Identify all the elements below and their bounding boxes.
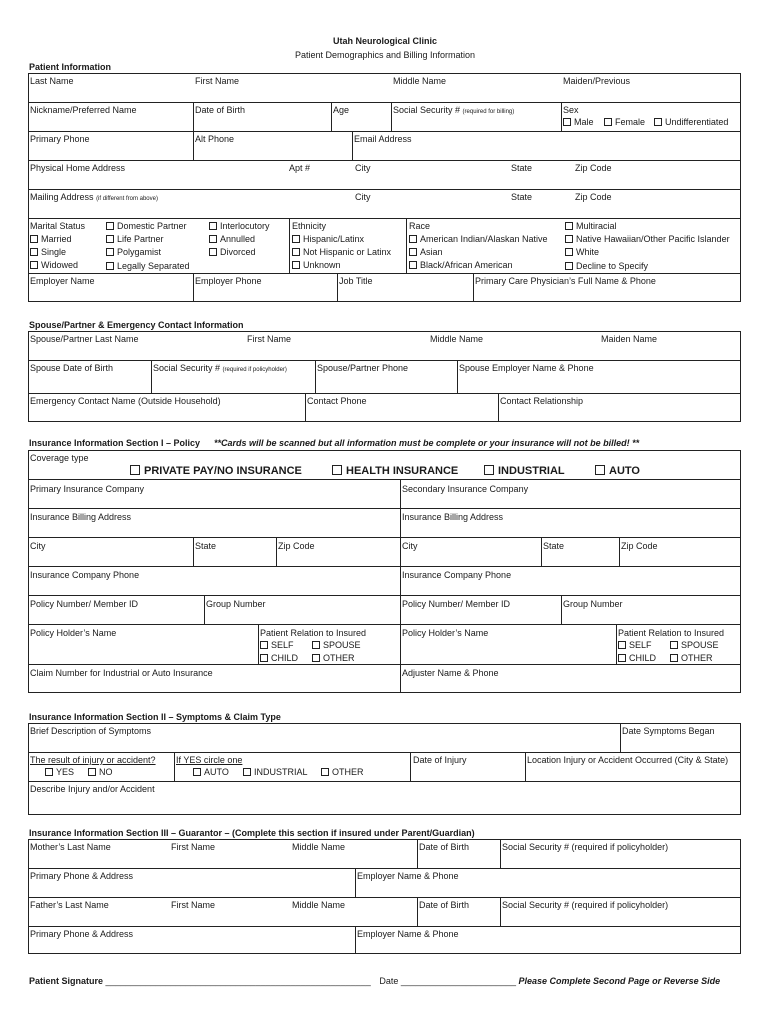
option-label: Native Hawaiian/Other Pacific Islander: [576, 234, 730, 244]
marital-divorced-checkbox[interactable]: [209, 247, 256, 257]
maiden-label: Maiden/Previous: [563, 76, 631, 86]
checkbox-icon: [292, 248, 300, 256]
option-label: Life Partner: [117, 234, 164, 244]
adjuster-label: Adjuster Name & Phone: [402, 668, 499, 678]
checkbox-icon: [409, 235, 417, 243]
checkbox-icon: [130, 465, 140, 475]
checkbox-icon: [409, 248, 417, 256]
if-yes-label: If YES circle one: [176, 755, 243, 765]
coverage-private-pay-checkbox[interactable]: [130, 465, 302, 477]
checkbox-icon: [106, 248, 114, 256]
option-label: OTHER: [681, 653, 713, 663]
mother-ssn-label: Social Security # (required if policyholder): [502, 842, 669, 852]
option-label: Unknown: [303, 260, 341, 270]
spouse-employer-label: Spouse Employer Name & Phone: [459, 363, 594, 373]
injury-yes-checkbox[interactable]: [45, 767, 74, 777]
signature-line[interactable]: _____________________________________________________: [105, 976, 371, 986]
ethnicity-hispanic-checkbox[interactable]: [292, 234, 364, 244]
option-label: Hispanic/Latinx: [303, 234, 365, 244]
secondary-company-phone-label: Insurance Company Phone: [402, 570, 512, 580]
primary-relation-label: Patient Relation to Insured: [260, 628, 367, 638]
date-symptoms-began-label: Date Symptoms Began: [622, 726, 715, 736]
marital-widowed-checkbox[interactable]: [30, 260, 78, 270]
note-text: **Cards will be scanned but all information must be complete or your insurance will not be billed! **: [214, 438, 640, 448]
checkbox-icon: [484, 465, 494, 475]
nickname-label: Nickname/Preferred Name: [30, 105, 137, 115]
primary-city-label: City: [30, 541, 46, 551]
marital-polygamist-checkbox[interactable]: [106, 247, 161, 257]
race-white-checkbox[interactable]: [565, 247, 599, 257]
injury-location-label: Location Injury or Accident Occurred (City & State): [527, 755, 729, 765]
claim-industrial-checkbox[interactable]: [243, 767, 308, 777]
marital-interlocutory-checkbox[interactable]: [209, 221, 270, 231]
spouse-dob-label: Spouse Date of Birth: [30, 363, 114, 373]
secondary-group-number-label: Group Number: [563, 599, 623, 609]
spouse-first-name-label: First Name: [247, 334, 292, 344]
option-label: SELF: [629, 640, 652, 650]
marital-separated-checkbox[interactable]: [106, 261, 190, 271]
race-decline-checkbox[interactable]: [565, 261, 648, 271]
insurance2-section-heading: Insurance Information Section II – Symptoms & Claim Type: [29, 712, 281, 722]
ssn-note: (required for billing): [462, 109, 515, 115]
primary-relation-other-checkbox[interactable]: [312, 653, 355, 663]
mother-dob-label: Date of Birth: [419, 842, 470, 852]
home-address-label: Physical Home Address: [30, 163, 126, 173]
checkbox-icon: [193, 768, 201, 776]
dob-label: Date of Birth: [195, 105, 246, 115]
option-label: SELF: [271, 640, 294, 650]
primary-relation-child-checkbox[interactable]: [260, 653, 298, 663]
option-label: Black/African American: [420, 260, 513, 270]
insurance3-section-heading: Insurance Information Section III – Guarantor – (Complete this section if insured under Parent/Guardian): [29, 828, 475, 838]
checkbox-icon: [30, 248, 38, 256]
checkbox-icon: [106, 235, 114, 243]
injury-no-checkbox[interactable]: [88, 767, 113, 777]
sex-undifferentiated-checkbox[interactable]: [654, 117, 728, 127]
sex-option-label: Undifferentiated: [665, 117, 729, 127]
checkbox-icon: [88, 768, 96, 776]
date-injury-label: Date of Injury: [413, 755, 467, 765]
spouse-info-box: [28, 331, 741, 422]
insurance-card-note: [214, 438, 639, 448]
sex-male-checkbox[interactable]: [563, 117, 594, 127]
mother-first-name-label: First Name: [171, 842, 216, 852]
mailing-zip-label: Zip Code: [575, 192, 612, 202]
checkbox-icon: [654, 118, 662, 126]
pcp-label: Primary Care Physician’s Full Name & Phone: [475, 276, 656, 286]
mother-last-name-label: Mother’s Last Name: [30, 842, 111, 852]
describe-injury-label: Describe Injury and/or Accident: [30, 784, 155, 794]
ssn-label: [393, 105, 514, 115]
option-label: Domestic Partner: [117, 221, 187, 231]
spouse-ssn-label: [153, 363, 287, 373]
primary-holder-name-label: Policy Holder’s Name: [30, 628, 117, 638]
primary-relation-spouse-checkbox[interactable]: [312, 640, 361, 650]
middle-name-label: Middle Name: [393, 76, 447, 86]
option-label: Multiracial: [576, 221, 617, 231]
home-city-label: City: [355, 163, 371, 173]
option-label: White: [576, 247, 600, 257]
marital-life-partner-checkbox[interactable]: [106, 234, 164, 244]
checkbox-icon: [321, 768, 329, 776]
mother-phone-address-label: Primary Phone & Address: [30, 871, 134, 881]
option-label: INDUSTRIAL: [498, 465, 565, 477]
checkbox-icon: [618, 641, 626, 649]
coverage-type-label: Coverage type: [30, 453, 89, 463]
race-label: Race: [409, 221, 431, 231]
race-black-checkbox[interactable]: [409, 260, 513, 270]
checkbox-icon: [209, 222, 217, 230]
checkbox-icon: [670, 654, 678, 662]
checkbox-icon: [106, 222, 114, 230]
secondary-relation-self-checkbox[interactable]: [618, 640, 652, 650]
option-label: Decline to Specify: [576, 261, 649, 271]
checkbox-icon: [565, 222, 573, 230]
coverage-industrial-checkbox[interactable]: [484, 465, 565, 477]
mother-employer-label: Employer Name & Phone: [357, 871, 459, 881]
secondary-policy-number-label: Policy Number/ Member ID: [402, 599, 511, 609]
checkbox-icon: [604, 118, 612, 126]
secondary-relation-label: Patient Relation to Insured: [618, 628, 725, 638]
secondary-holder-name-label: Policy Holder’s Name: [402, 628, 489, 638]
checkbox-icon: [312, 654, 320, 662]
mailing-text: Mailing Address: [30, 192, 94, 202]
option-label: Single: [41, 247, 67, 257]
checkbox-icon: [565, 248, 573, 256]
insurance2-box: [28, 723, 741, 815]
primary-zip-label: Zip Code: [278, 541, 315, 551]
secondary-billing-address-label: Insurance Billing Address: [402, 512, 504, 522]
spouse-section-heading: Spouse/Partner & Emergency Contact Information: [29, 320, 244, 330]
alt-phone-label: Alt Phone: [195, 134, 235, 144]
option-label: Interlocutory: [220, 221, 270, 231]
sex-label: Sex: [563, 105, 579, 115]
option-label: Married: [41, 234, 72, 244]
spouse-maiden-label: Maiden Name: [601, 334, 658, 344]
primary-phone-label: Primary Phone: [30, 134, 90, 144]
coverage-auto-checkbox[interactable]: [595, 465, 640, 477]
option-label: OTHER: [332, 767, 364, 777]
sex-female-checkbox[interactable]: [604, 117, 645, 127]
employer-name-label: Employer Name: [30, 276, 95, 286]
checkbox-icon: [563, 118, 571, 126]
option-label: Widowed: [41, 260, 79, 270]
secondary-company-label: Secondary Insurance Company: [402, 484, 529, 494]
secondary-zip-label: Zip Code: [621, 541, 658, 551]
primary-company-label: Primary Insurance Company: [30, 484, 145, 494]
spouse-phone-label: Spouse/Partner Phone: [317, 363, 409, 373]
clinic-title: Utah Neurological Clinic: [332, 36, 437, 46]
option-label: CHILD: [271, 653, 299, 663]
checkbox-icon: [409, 261, 417, 269]
marital-single-checkbox[interactable]: [30, 247, 66, 257]
mother-middle-name-label: Middle Name: [292, 842, 346, 852]
race-hawaiian-checkbox[interactable]: [565, 234, 730, 244]
marital-status-label: Marital Status: [30, 221, 86, 231]
ethnicity-unknown-checkbox[interactable]: [292, 260, 341, 270]
race-american-indian-checkbox[interactable]: [409, 234, 548, 244]
checkbox-icon: [260, 641, 268, 649]
secondary-city-label: City: [402, 541, 418, 551]
spouse-last-name-label: Spouse/Partner Last Name: [30, 334, 139, 344]
checkbox-icon: [260, 654, 268, 662]
date-line[interactable]: _______________________: [400, 976, 516, 986]
checkbox-icon: [243, 768, 251, 776]
checkbox-icon: [30, 261, 38, 269]
checkbox-icon: [595, 465, 605, 475]
ethnicity-not-hispanic-checkbox[interactable]: [292, 247, 391, 257]
patient-section-heading: Patient Information: [29, 62, 112, 72]
mailing-state-label: State: [511, 192, 533, 202]
sex-option-label: Male: [574, 117, 594, 127]
sex-option-label: Female: [615, 117, 646, 127]
option-label: Legally Separated: [117, 261, 190, 271]
claim-auto-checkbox[interactable]: [193, 767, 229, 777]
mailing-note: (if different from above): [96, 196, 158, 202]
contact-relationship-label: Contact Relationship: [500, 396, 584, 406]
father-first-name-label: First Name: [171, 900, 216, 910]
emergency-contact-label: Emergency Contact Name (Outside Household): [30, 396, 221, 406]
injury-question-label: The result of injury or accident?: [30, 755, 156, 765]
spouse-middle-name-label: Middle Name: [430, 334, 484, 344]
secondary-relation-child-checkbox[interactable]: [618, 653, 656, 663]
father-phone-address-label: Primary Phone & Address: [30, 929, 134, 939]
email-label: Email Address: [354, 134, 412, 144]
option-label: Polygamist: [117, 247, 162, 257]
checkbox-icon: [312, 641, 320, 649]
option-label: HEALTH INSURANCE: [346, 465, 459, 477]
form-subtitle: Patient Demographics and Billing Information: [294, 50, 476, 60]
option-label: American Indian/Alaskan Native: [420, 234, 548, 244]
date-label: Date: [379, 976, 399, 986]
race-multiracial-checkbox[interactable]: [565, 221, 617, 231]
symptoms-label: Brief Description of Symptoms: [30, 726, 152, 736]
primary-billing-address-label: Insurance Billing Address: [30, 512, 132, 522]
primary-relation-self-checkbox[interactable]: [260, 640, 294, 650]
claim-number-label: Claim Number for Industrial or Auto Insurance: [30, 668, 213, 678]
primary-policy-number-label: Policy Number/ Member ID: [30, 599, 139, 609]
checkbox-icon: [45, 768, 53, 776]
option-label: AUTO: [204, 767, 229, 777]
father-employer-label: Employer Name & Phone: [357, 929, 459, 939]
checkbox-icon: [106, 262, 114, 270]
option-label: AUTO: [609, 465, 640, 477]
checkbox-icon: [209, 248, 217, 256]
employer-phone-label: Employer Phone: [195, 276, 262, 286]
secondary-relation-spouse-checkbox[interactable]: [670, 640, 719, 650]
mailing-city-label: City: [355, 192, 371, 202]
option-label: OTHER: [323, 653, 355, 663]
option-label: Divorced: [220, 247, 256, 257]
primary-group-number-label: Group Number: [206, 599, 266, 609]
option-label: SPOUSE: [681, 640, 719, 650]
primary-state-label: State: [195, 541, 217, 551]
father-ssn-label: Social Security # (required if policyholder): [502, 900, 669, 910]
checkbox-icon: [292, 235, 300, 243]
checkbox-icon: [292, 261, 300, 269]
marital-annulled-checkbox[interactable]: [209, 234, 255, 244]
mailing-address-label: [30, 192, 158, 202]
option-label: YES: [56, 767, 75, 777]
home-zip-label: Zip Code: [575, 163, 612, 173]
secondary-relation-other-checkbox[interactable]: [670, 653, 713, 663]
checkbox-icon: [670, 641, 678, 649]
first-name-label: First Name: [195, 76, 240, 86]
age-label: Age: [333, 105, 350, 115]
option-label: CHILD: [629, 653, 657, 663]
coverage-health-checkbox[interactable]: [332, 465, 458, 477]
ethnicity-label: Ethnicity: [292, 221, 327, 231]
checkbox-icon: [30, 235, 38, 243]
checkbox-icon: [332, 465, 342, 475]
option-label: Annulled: [220, 234, 256, 244]
marital-domestic-checkbox[interactable]: [106, 221, 187, 231]
option-label: Not Hispanic or Latinx: [303, 247, 392, 257]
insurance1-section-heading: Insurance Information Section I – Policy: [29, 438, 201, 448]
marital-married-checkbox[interactable]: [30, 234, 72, 244]
checkbox-icon: [565, 262, 573, 270]
apt-label: Apt #: [289, 163, 311, 173]
option-label: NO: [99, 767, 113, 777]
secondary-state-label: State: [543, 541, 565, 551]
signature-row: [29, 976, 720, 986]
checkbox-icon: [565, 235, 573, 243]
ssn-note: (required if policyholder): [222, 367, 287, 373]
signature-label: Patient Signature: [29, 976, 104, 986]
primary-company-phone-label: Insurance Company Phone: [30, 570, 140, 580]
option-label: PRIVATE PAY/NO INSURANCE: [144, 465, 302, 477]
father-dob-label: Date of Birth: [419, 900, 470, 910]
checkbox-icon: [209, 235, 217, 243]
second-page-note: Please Complete Second Page or Reverse Side: [518, 976, 721, 986]
father-middle-name-label: Middle Name: [292, 900, 346, 910]
last-name-label: Last Name: [30, 76, 74, 86]
claim-other-checkbox[interactable]: [321, 767, 364, 777]
contact-phone-label: Contact Phone: [307, 396, 367, 406]
father-last-name-label: Father’s Last Name: [30, 900, 109, 910]
ssn-text: Social Security #: [393, 105, 461, 115]
option-label: INDUSTRIAL: [254, 767, 308, 777]
option-label: Asian: [420, 247, 443, 257]
home-state-label: State: [511, 163, 533, 173]
ssn-text: Social Security #: [153, 363, 221, 373]
option-label: SPOUSE: [323, 640, 361, 650]
checkbox-icon: [618, 654, 626, 662]
job-title-label: Job Title: [339, 276, 373, 286]
race-asian-checkbox[interactable]: [409, 247, 443, 257]
